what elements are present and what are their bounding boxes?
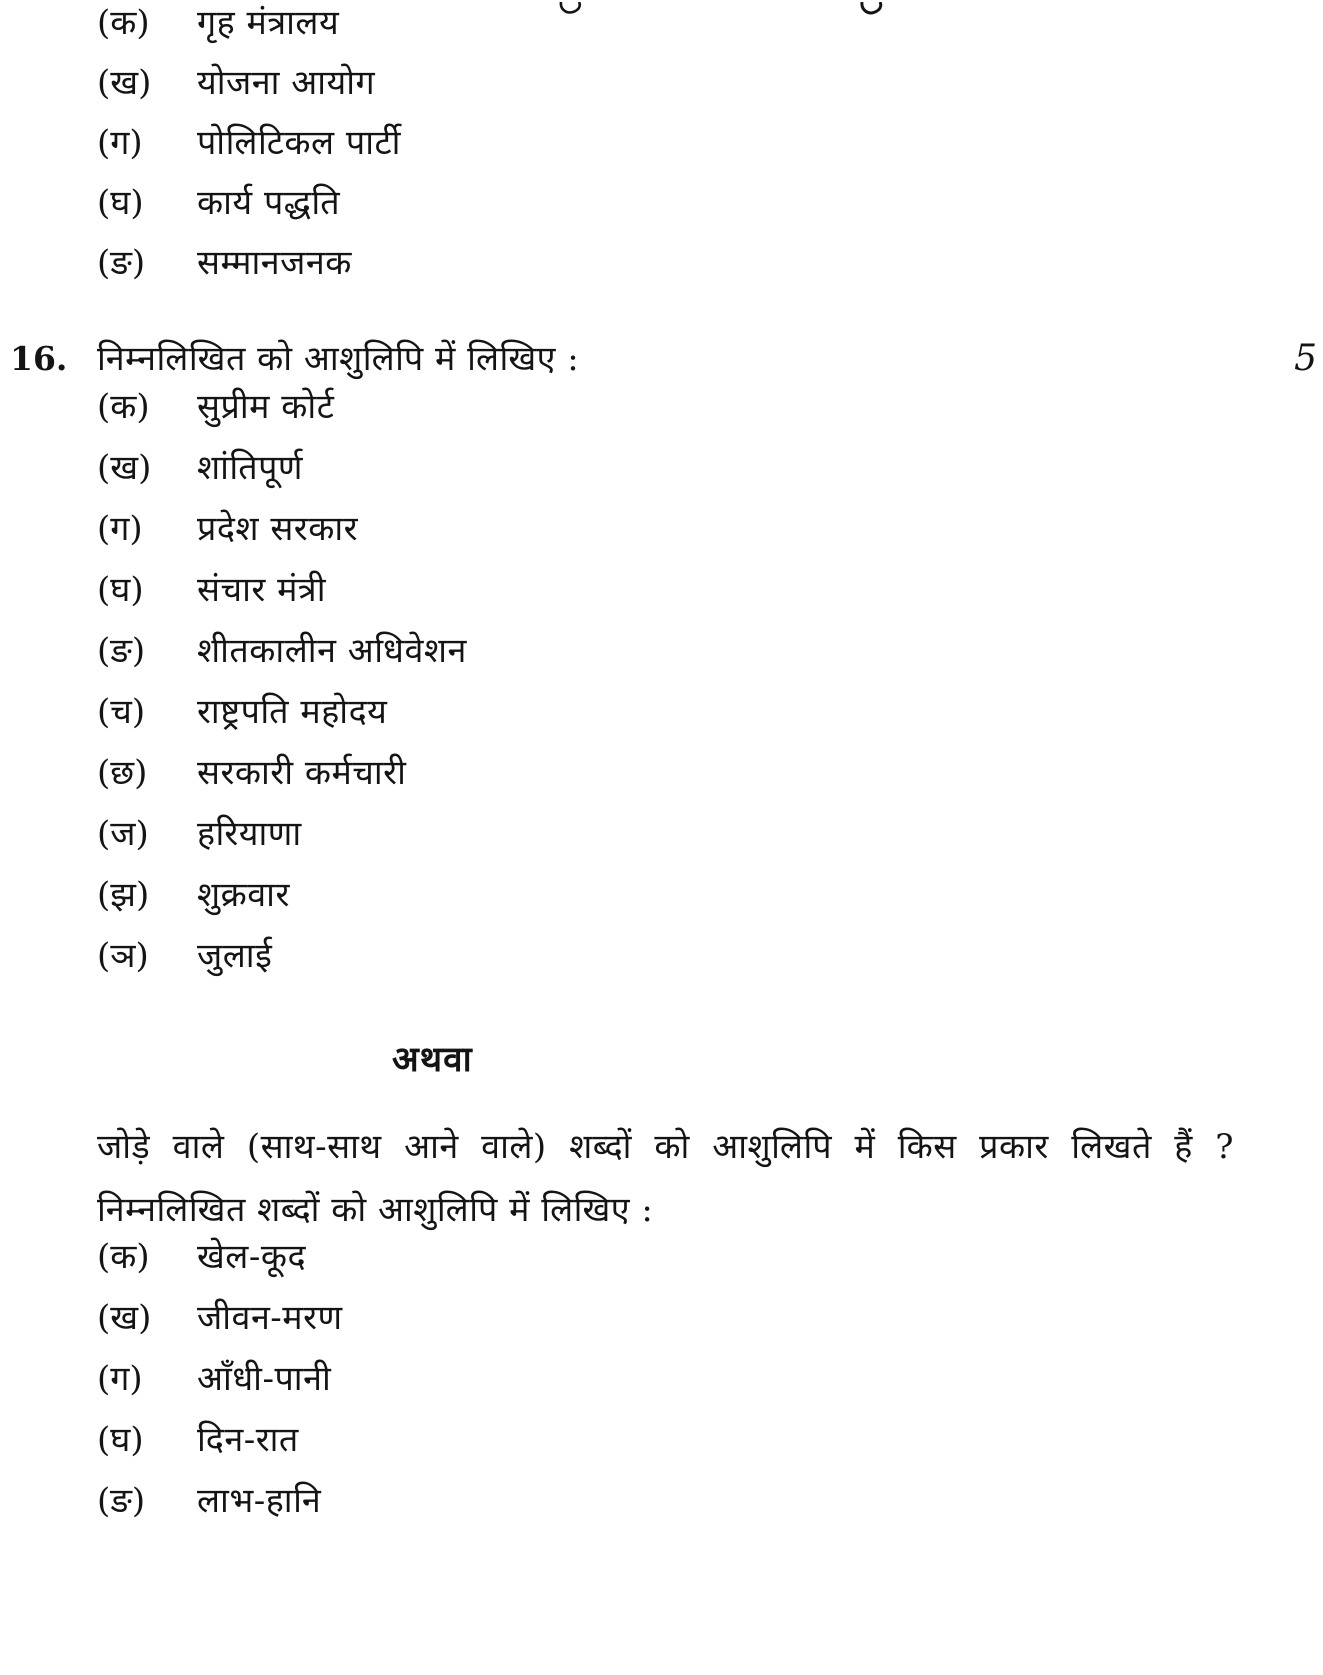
option-label: (ज) (97, 814, 149, 854)
option-label: (ग) (97, 123, 143, 163)
list-item (97, 1356, 1323, 1417)
list-item (97, 120, 1323, 180)
list-item (97, 1417, 1323, 1478)
list-item (97, 1295, 1323, 1356)
option-label: (घ) (97, 1420, 144, 1460)
alt-question-options (0, 1234, 1323, 1539)
list-item (97, 60, 1323, 120)
list-item (97, 1478, 1323, 1539)
option-text: शीतकालीन अधिवेशन (197, 631, 467, 671)
list-item (97, 750, 1323, 811)
option-text: आँधी-पानी (197, 1359, 332, 1399)
option-label: (ङ) (97, 631, 146, 671)
option-label: (क) (97, 3, 150, 43)
option-text: सरकारी कर्मचारी (197, 753, 407, 793)
cropped-glyph-fragment-icon (858, 0, 888, 19)
alt-question-instruction: निम्नलिखित शब्दों को आशुलिपि में लिखिए : (97, 1190, 654, 1230)
list-item (97, 445, 1323, 506)
list-item (97, 567, 1323, 628)
option-text: खेल-कूद (197, 1237, 307, 1277)
option-label: (ङ) (97, 243, 146, 283)
option-label: (ख) (97, 448, 152, 488)
option-label: (च) (97, 692, 146, 732)
previous-question-options (0, 0, 1323, 300)
option-text: लाभ-हानि (197, 1481, 322, 1521)
option-label: (छ) (97, 753, 148, 793)
option-label: (क) (97, 387, 150, 427)
option-text: राष्ट्रपति महोदय (197, 692, 388, 732)
option-text: पोलिटिकल पार्टी (197, 123, 401, 163)
option-text: सुप्रीम कोर्ट (197, 387, 335, 427)
option-text: कार्य पद्धति (197, 183, 341, 223)
option-label: (ग) (97, 509, 143, 549)
option-label: (क) (97, 1237, 150, 1277)
option-text: गृह मंत्रालय (197, 3, 340, 43)
option-text: शांतिपूर्ण (197, 448, 304, 488)
question-marks: 5 (1294, 338, 1317, 379)
or-divider: अथवा (392, 1039, 473, 1080)
cropped-glyph-fragment-icon (558, 0, 588, 19)
option-label: (घ) (97, 183, 144, 223)
option-label: (ञ) (97, 936, 149, 976)
option-text: जुलाई (197, 936, 273, 976)
list-item (97, 872, 1323, 933)
option-label: (घ) (97, 570, 144, 610)
option-label: (ख) (97, 63, 152, 103)
option-text: दिन-रात (197, 1420, 299, 1460)
option-text: प्रदेश सरकार (197, 509, 359, 549)
list-item (97, 933, 1323, 994)
list-item (97, 1234, 1323, 1295)
list-item (97, 0, 1323, 60)
question-16-options (0, 384, 1323, 994)
list-item (97, 689, 1323, 750)
list-item (97, 506, 1323, 567)
option-text: संचार मंत्री (197, 570, 326, 610)
option-text: योजना आयोग (197, 63, 376, 103)
option-label: (ग) (97, 1359, 143, 1399)
option-label: (ङ) (97, 1481, 146, 1521)
alt-question-intro: जोड़े वाले (साथ-साथ आने वाले) शब्दों को आशुलिपि में किस प्रकार लिखते हैं ? (97, 1127, 1234, 1167)
option-label: (झ) (97, 875, 150, 915)
question-number: 16. (10, 339, 68, 378)
option-label: (ख) (97, 1298, 152, 1338)
question-prompt: निम्नलिखित को आशुलिपि में लिखिए : (97, 339, 580, 379)
option-text: जीवन-मरण (197, 1298, 343, 1338)
list-item (97, 811, 1323, 872)
option-text: शुक्रवार (197, 875, 290, 915)
list-item (97, 180, 1323, 240)
list-item (97, 628, 1323, 689)
list-item (97, 240, 1323, 300)
question-16-header (0, 334, 1323, 384)
option-text: सम्मानजनक (197, 243, 352, 283)
option-text: हरियाणा (197, 814, 302, 854)
list-item (97, 384, 1323, 445)
